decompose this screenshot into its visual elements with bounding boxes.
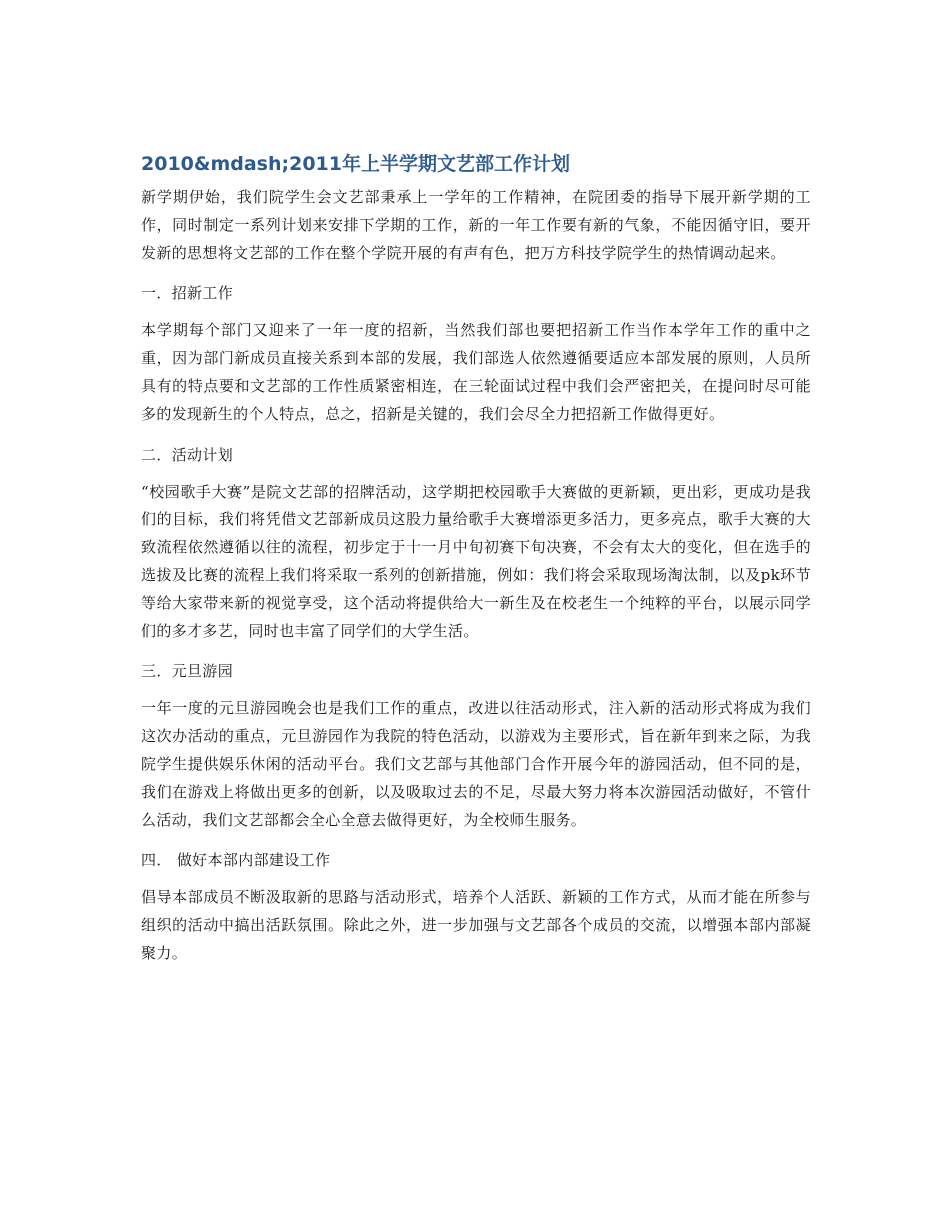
section-heading-recruitment: 一．招新工作: [141, 284, 234, 303]
document-title: 2010&mdash;2011年上半学期文艺部工作计划: [141, 153, 570, 175]
section-body-new-year-fair: 一年一度的元旦游园晚会也是我们工作的重点，改进以往活动形式，注入新的活动形式将成为我们这次办活动的重点，元旦游园作为我院的特色活动，以游戏为主要形式，旨在新年到来之际，为我院学生提供娱乐休闲的活动平台。我们文艺部与其他部门合作开展今年的游园活动，但不同的是，我们在游戏上将做出更多的创新，以及吸取过去的不足，尽最大努力将本次游园活动做好，不管什么活动，我们文艺部都会全心全意去做得更好，为全校师生服务。: [141, 699, 811, 829]
document-body: [141, 150, 811, 968]
section-body-recruitment: 本学期每个部门又迎来了一年一度的招新，当然我们部也要把招新工作当作本学年工作的重中之重，因为部门新成员直接关系到本部的发展，我们部选人依然遵循要适应本部发展的原则，人员所具有的特点要和文艺部的工作性质紧密相连，在三轮面试过程中我们会严密把关，在提问时尽可能多的发现新生的个人特点，总之，招新是关键的，我们会尽全力把招新工作做得更好。: [141, 321, 811, 423]
section-heading-new-year-fair: 三．元旦游园: [141, 662, 234, 681]
intro-paragraph: 新学期伊始，我们院学生会文艺部秉承上一学年的工作精神，在院团委的指导下展开新学期的工作，同时制定一系列计划来安排下学期的工作，新的一年工作要有新的气象，不能因循守旧，要开发新的思想将文艺部的工作在整个学院开展的有声有色，把万方科技学院学生的热情调动起来。: [141, 188, 811, 262]
section-heading-internal-building: 四． 做好本部内部建设工作: [141, 851, 331, 870]
section-body-activity-plan: “校园歌手大赛”是院文艺部的招牌活动，这学期把校园歌手大赛做的更新颖，更出彩，更成功是我们的目标，我们将凭借文艺部新成员这股力量给歌手大赛增添更多活力，更多亮点，歌手大赛的大致流程依然遵循以往的流程，初步定于十一月中旬初赛下旬决赛，不会有太大的变化，但在选手的选拔及比赛的流程上我们将采取一系列的创新措施，例如：我们将会采取现场淘汰制，以及pk环节等给大家带来新的视觉享受，这个活动将提供给大一新生及在校老生一个纯粹的平台，以展示同学们的多才多艺，同时也丰富了同学们的大学生活。: [141, 482, 811, 640]
section-body-internal-building: 倡导本部成员不断汲取新的思路与活动形式，培养个人活跃、新颖的工作方式，从而才能在所参与组织的活动中搞出活跃氛围。除此之外，进一步加强与文艺部各个成员的交流，以增强本部内部凝聚力。: [141, 888, 811, 962]
section-heading-activity-plan: 二．活动计划: [141, 445, 234, 464]
